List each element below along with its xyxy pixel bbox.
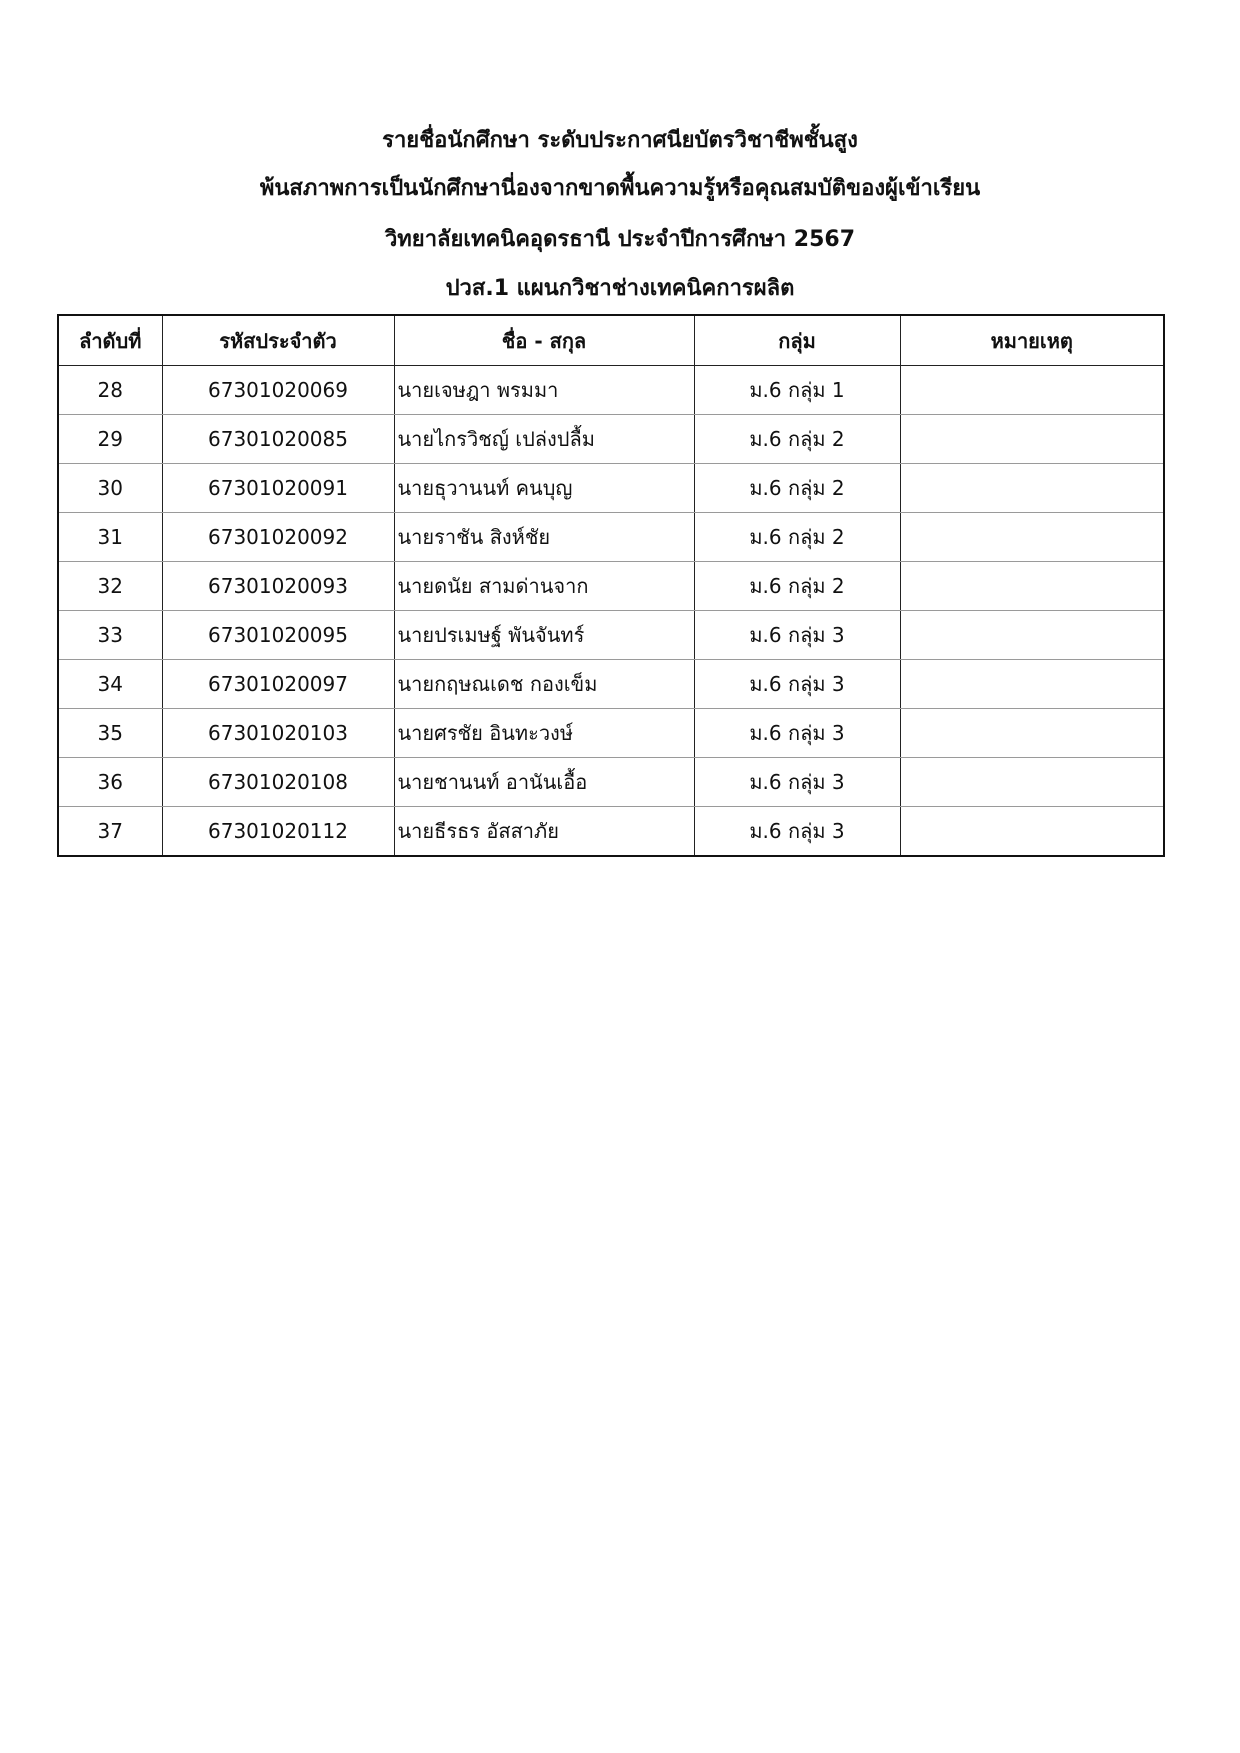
row-group: ม.6 กลุ่ม 3 bbox=[694, 807, 900, 857]
row-student-id: 67301020108 bbox=[162, 758, 394, 807]
row-group: ม.6 กลุ่ม 2 bbox=[694, 513, 900, 562]
table-row bbox=[58, 562, 1164, 611]
row-no: 35 bbox=[58, 709, 162, 758]
row-name: นายกฤษณเดช กองเข็ม bbox=[394, 660, 694, 709]
row-no: 30 bbox=[58, 464, 162, 513]
row-group: ม.6 กลุ่ม 1 bbox=[694, 366, 900, 415]
row-group: ม.6 กลุ่ม 3 bbox=[694, 709, 900, 758]
row-name: นายเจษฎา พรมมา bbox=[394, 366, 694, 415]
college-and-year: วิทยาลัยเทคนิคอุดรธานี ประจำปีการศึกษา 2567 bbox=[384, 227, 856, 252]
table-row bbox=[58, 660, 1164, 709]
document-subtitle: พ้นสภาพการเป็นนักศึกษานี่องจากขาดพื้นความรู้หรือคุณสมบัติของผู้เข้าเรียน bbox=[259, 176, 981, 201]
row-name: นายธุวานนท์ คนบุญ bbox=[394, 464, 694, 513]
row-student-id: 67301020093 bbox=[162, 562, 394, 611]
row-group: ม.6 กลุ่ม 3 bbox=[694, 611, 900, 660]
row-remark bbox=[900, 758, 1164, 807]
row-name: นายราชัน สิงห์ชัย bbox=[394, 513, 694, 562]
row-group: ม.6 กลุ่ม 3 bbox=[694, 758, 900, 807]
program-department: ปวส.1 แผนกวิชาช่างเทคนิคการผลิต bbox=[445, 276, 795, 301]
table-row bbox=[58, 758, 1164, 807]
row-remark bbox=[900, 415, 1164, 464]
row-name: นายศรชัย อินทะวงษ์ bbox=[394, 709, 694, 758]
student-table bbox=[57, 314, 1165, 857]
table-row bbox=[58, 807, 1164, 857]
row-group: ม.6 กลุ่ม 3 bbox=[694, 660, 900, 709]
header-name: ชื่อ - สกุล bbox=[394, 315, 694, 366]
row-no: 37 bbox=[58, 807, 162, 857]
row-name: นายดนัย สามด่านจาก bbox=[394, 562, 694, 611]
row-group: ม.6 กลุ่ม 2 bbox=[694, 562, 900, 611]
row-name: นายปรเมษฐ์ พันจันทร์ bbox=[394, 611, 694, 660]
row-no: 31 bbox=[58, 513, 162, 562]
table-row bbox=[58, 415, 1164, 464]
row-remark bbox=[900, 464, 1164, 513]
row-group: ม.6 กลุ่ม 2 bbox=[694, 464, 900, 513]
row-student-id: 67301020097 bbox=[162, 660, 394, 709]
row-remark bbox=[900, 660, 1164, 709]
row-student-id: 67301020092 bbox=[162, 513, 394, 562]
row-no: 34 bbox=[58, 660, 162, 709]
header-group: กลุ่ม bbox=[694, 315, 900, 366]
row-no: 36 bbox=[58, 758, 162, 807]
row-remark bbox=[900, 562, 1164, 611]
row-no: 32 bbox=[58, 562, 162, 611]
table-row bbox=[58, 513, 1164, 562]
table-header-row bbox=[58, 315, 1164, 366]
header-no: ลำดับที่ bbox=[58, 315, 162, 366]
row-group: ม.6 กลุ่ม 2 bbox=[694, 415, 900, 464]
row-student-id: 67301020091 bbox=[162, 464, 394, 513]
header-remark: หมายเหตุ bbox=[900, 315, 1164, 366]
row-no: 33 bbox=[58, 611, 162, 660]
table-row bbox=[58, 464, 1164, 513]
row-name: นายธีรธร อัสสาภัย bbox=[394, 807, 694, 857]
table-row bbox=[58, 366, 1164, 415]
row-remark bbox=[900, 513, 1164, 562]
row-name: นายชานนท์ อานันเอื้อ bbox=[394, 758, 694, 807]
row-student-id: 67301020069 bbox=[162, 366, 394, 415]
row-name: นายไกรวิชญ์ เปล่งปลื้ม bbox=[394, 415, 694, 464]
row-no: 28 bbox=[58, 366, 162, 415]
table-row bbox=[58, 709, 1164, 758]
header-student-id: รหัสประจำตัว bbox=[162, 315, 394, 366]
row-student-id: 67301020085 bbox=[162, 415, 394, 464]
row-remark bbox=[900, 611, 1164, 660]
row-student-id: 67301020095 bbox=[162, 611, 394, 660]
table-row bbox=[58, 611, 1164, 660]
row-student-id: 67301020112 bbox=[162, 807, 394, 857]
document-title: รายชื่อนักศึกษา ระดับประกาศนียบัตรวิชาชีพชั้นสูง bbox=[382, 128, 858, 153]
row-no: 29 bbox=[58, 415, 162, 464]
row-student-id: 67301020103 bbox=[162, 709, 394, 758]
row-remark bbox=[900, 709, 1164, 758]
row-remark bbox=[900, 366, 1164, 415]
row-remark bbox=[900, 807, 1164, 857]
